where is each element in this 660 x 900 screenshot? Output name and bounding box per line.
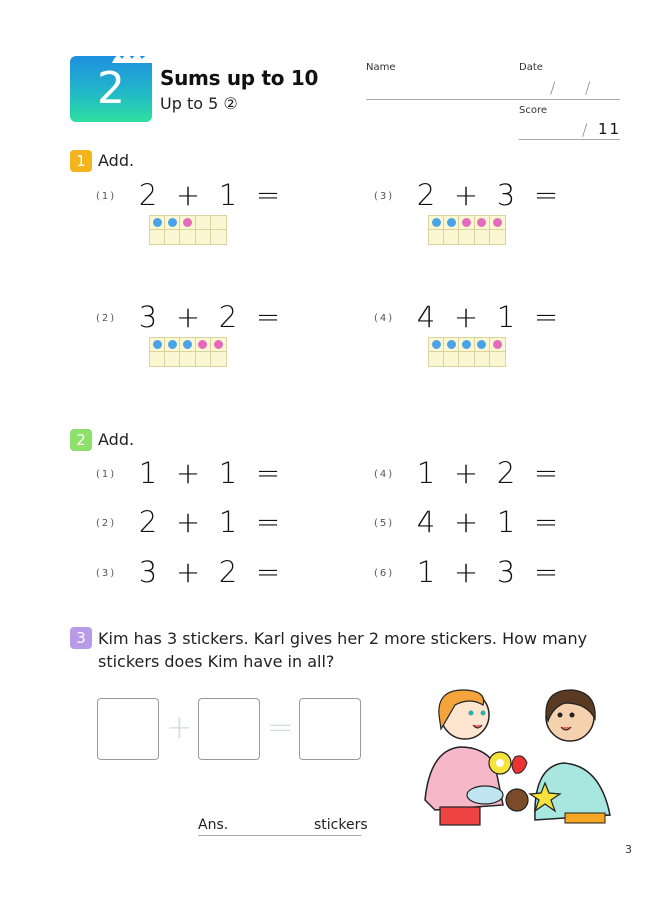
addend-b: 1 bbox=[218, 178, 238, 212]
addend-b: 2 bbox=[218, 300, 238, 334]
section-2-instruction: Add. bbox=[98, 430, 135, 449]
equation bbox=[128, 178, 288, 212]
addend-a: 4 bbox=[416, 300, 436, 334]
section-1-number: 1 bbox=[70, 150, 92, 172]
section-2-number: 2 bbox=[70, 429, 92, 451]
plus-sign: + bbox=[453, 178, 479, 212]
pink-dot bbox=[462, 218, 471, 227]
ten-frame bbox=[149, 215, 227, 245]
addend-a: 2 bbox=[416, 178, 436, 212]
addend-b: 2 bbox=[218, 555, 238, 589]
plus-sign: + bbox=[175, 178, 201, 212]
second-addend-box[interactable] bbox=[198, 698, 260, 760]
problem-label: (4) bbox=[374, 469, 395, 480]
problem-label: (4) bbox=[374, 313, 395, 324]
blue-dot bbox=[477, 340, 486, 349]
pink-dot bbox=[493, 218, 502, 227]
equals-sign: = bbox=[533, 178, 559, 212]
blue-dot bbox=[168, 340, 177, 349]
equation bbox=[406, 505, 566, 539]
children-stickers-illustration bbox=[415, 685, 620, 835]
equals-sign: = bbox=[533, 555, 559, 589]
equals-sign: = bbox=[255, 505, 281, 539]
page-subtitle: Up to 5 ② bbox=[160, 94, 238, 113]
page-number: 3 bbox=[625, 843, 632, 856]
date-label: Date bbox=[519, 62, 543, 73]
score-separator: / bbox=[582, 120, 588, 139]
problem-label: (5) bbox=[374, 518, 395, 529]
addend-b: 3 bbox=[496, 178, 516, 212]
plus-sign: + bbox=[175, 505, 201, 539]
equals-sign: = bbox=[255, 178, 281, 212]
date-separator: / bbox=[585, 78, 591, 97]
addend-b: 1 bbox=[218, 505, 238, 539]
equals-sign: = bbox=[533, 300, 559, 334]
equation bbox=[406, 555, 566, 589]
page-title: Sums up to 10 bbox=[160, 66, 319, 90]
problem-label: (3) bbox=[96, 568, 117, 579]
blue-dot bbox=[168, 218, 177, 227]
equals-sign: = bbox=[255, 456, 281, 490]
problem-label: (3) bbox=[374, 191, 395, 202]
addend-a: 1 bbox=[416, 555, 436, 589]
problem-label: (6) bbox=[374, 568, 395, 579]
answer-line[interactable] bbox=[198, 835, 361, 836]
pink-dot bbox=[198, 340, 207, 349]
addend-b: 1 bbox=[496, 505, 516, 539]
name-label: Name bbox=[366, 62, 396, 73]
ten-frame bbox=[428, 215, 506, 245]
equation bbox=[128, 555, 288, 589]
word-problem-question: Kim has 3 stickers. Karl gives her 2 more stickers. How many stickers does Kim have in all? bbox=[98, 629, 588, 671]
addend-b: 3 bbox=[496, 555, 516, 589]
blue-dot bbox=[153, 340, 162, 349]
equation bbox=[128, 505, 288, 539]
plus-sign: + bbox=[453, 300, 479, 334]
answer-label: Ans. bbox=[198, 817, 229, 833]
equation bbox=[406, 300, 566, 334]
plus-sign: + bbox=[175, 555, 201, 589]
score-label: Score bbox=[519, 105, 548, 116]
equation bbox=[128, 300, 288, 334]
addend-b: 1 bbox=[496, 300, 516, 334]
problem-label: (1) bbox=[96, 191, 117, 202]
section-3-number: 3 bbox=[70, 627, 92, 649]
addend-b: 2 bbox=[496, 456, 516, 490]
equals-sign: = bbox=[533, 505, 559, 539]
sum-box[interactable] bbox=[299, 698, 361, 760]
equation bbox=[128, 456, 288, 490]
blue-dot bbox=[462, 340, 471, 349]
first-addend-box[interactable] bbox=[97, 698, 159, 760]
addend-a: 4 bbox=[416, 505, 436, 539]
plus-sign: + bbox=[175, 300, 201, 334]
equation bbox=[406, 178, 566, 212]
pink-dot bbox=[493, 340, 502, 349]
unit-number-badge bbox=[70, 56, 152, 122]
date-separator: / bbox=[550, 78, 556, 97]
problem-label: (2) bbox=[96, 313, 117, 324]
addend-a: 2 bbox=[138, 178, 158, 212]
blue-dot bbox=[447, 340, 456, 349]
addend-a: 1 bbox=[416, 456, 436, 490]
equals-sign: = bbox=[255, 555, 281, 589]
problem-label: (2) bbox=[96, 518, 117, 529]
answer-unit: stickers bbox=[314, 817, 368, 833]
plus-sign: + bbox=[453, 555, 479, 589]
blue-dot bbox=[432, 340, 441, 349]
pink-dot bbox=[477, 218, 486, 227]
section-1-instruction: Add. bbox=[98, 151, 135, 170]
addend-a: 1 bbox=[138, 456, 158, 490]
plus-sign: + bbox=[453, 456, 479, 490]
blue-dot bbox=[432, 218, 441, 227]
ten-frame bbox=[428, 337, 506, 367]
bite-decoration-icon bbox=[112, 51, 152, 63]
score-field-line[interactable] bbox=[519, 139, 620, 140]
equation bbox=[406, 456, 566, 490]
equals-sign: = bbox=[533, 456, 559, 490]
plus-sign: + bbox=[175, 456, 201, 490]
addend-a: 3 bbox=[138, 300, 158, 334]
pink-dot bbox=[214, 340, 223, 349]
name-date-field-line[interactable] bbox=[366, 99, 620, 100]
unit-number: 2 bbox=[97, 63, 125, 114]
blue-dot bbox=[447, 218, 456, 227]
problem-label: (1) bbox=[96, 469, 117, 480]
ten-frame bbox=[149, 337, 227, 367]
blue-dot bbox=[183, 340, 192, 349]
plus-sign: + bbox=[166, 708, 193, 746]
score-total: 11 bbox=[598, 120, 622, 138]
equals-sign: = bbox=[255, 300, 281, 334]
addend-a: 3 bbox=[138, 555, 158, 589]
plus-sign: + bbox=[453, 505, 479, 539]
pink-dot bbox=[183, 218, 192, 227]
addend-a: 2 bbox=[138, 505, 158, 539]
addend-b: 1 bbox=[218, 456, 238, 490]
blue-dot bbox=[153, 218, 162, 227]
equals-sign: = bbox=[267, 708, 294, 746]
